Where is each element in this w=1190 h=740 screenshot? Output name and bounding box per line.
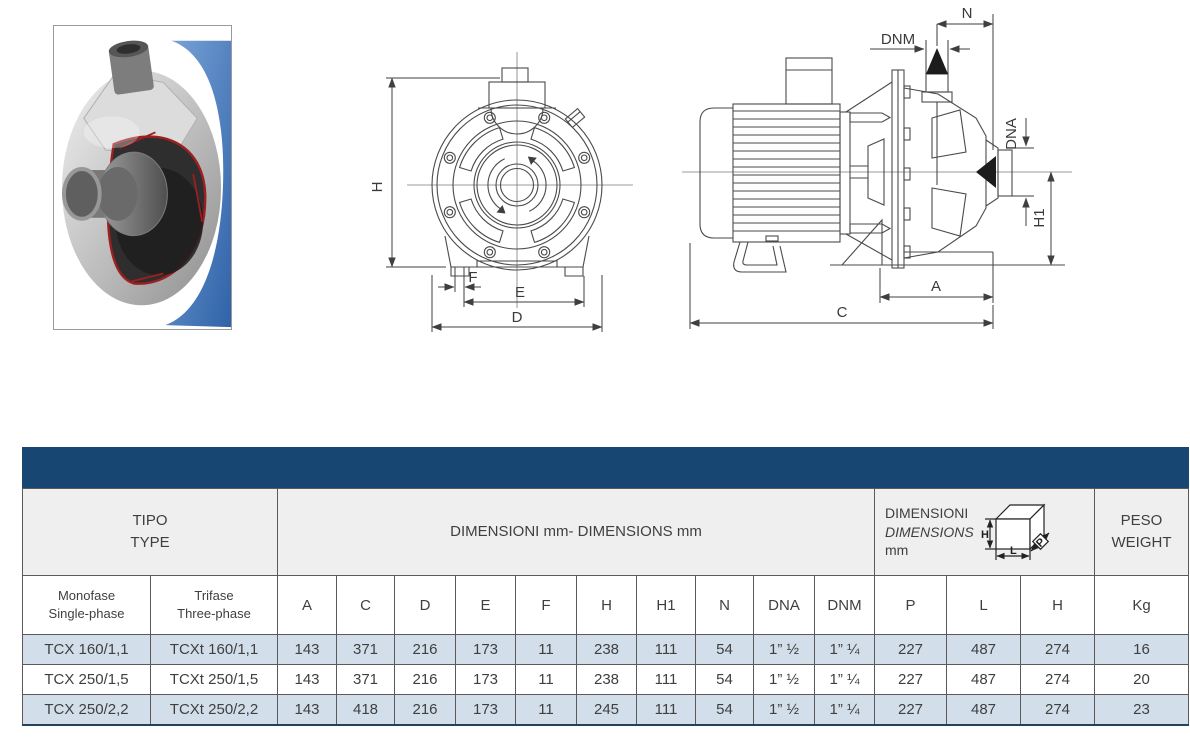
dim-label-dna: DNA <box>1003 118 1020 150</box>
cell-value: 1” ¼ <box>815 665 875 695</box>
cell-value: 487 <box>947 665 1021 695</box>
pack-dim-line2: DIMENSIONS <box>885 523 974 540</box>
col-header-l: L <box>947 576 1021 635</box>
cell-value: 227 <box>875 695 947 726</box>
cell-value: 173 <box>456 695 516 726</box>
col-header-n: N <box>696 576 754 635</box>
cell-model-three: TCXt 250/1,5 <box>151 665 278 695</box>
cell-value: 1” ½ <box>754 635 815 665</box>
cell-value: 371 <box>337 635 395 665</box>
pack-h-label: H <box>980 529 989 541</box>
pack-p-label: P <box>1033 536 1048 550</box>
cell-value: 227 <box>875 665 947 695</box>
cell-value: 111 <box>637 665 696 695</box>
cell-value: 54 <box>696 635 754 665</box>
cell-value: 1” ¼ <box>815 695 875 726</box>
table-row <box>23 695 1189 726</box>
cell-value: 245 <box>577 695 637 726</box>
pump-cutaway-illustration <box>54 26 231 329</box>
col-header-dnm: DNM <box>815 576 875 635</box>
col-header-h: H <box>577 576 637 635</box>
cell-value: 487 <box>947 635 1021 665</box>
table-row <box>23 635 1189 665</box>
front-view-drawing <box>350 40 660 340</box>
col-header-c: C <box>337 576 395 635</box>
cell-value: 371 <box>337 665 395 695</box>
trifase-line2: Three-phase <box>177 606 251 621</box>
dim-label-h1: H1 <box>1031 208 1048 228</box>
cell-value: 216 <box>395 635 456 665</box>
cell-value: 227 <box>875 635 947 665</box>
cell-value: 238 <box>577 635 637 665</box>
terminal-box-side <box>786 58 832 104</box>
trifase-line1: Trifase <box>194 587 234 603</box>
pump-cutaway-photo <box>53 25 232 330</box>
cell-value: 216 <box>395 695 456 726</box>
col-header-kg: Kg <box>1095 576 1189 635</box>
col-header-h-pack: H <box>1021 576 1095 635</box>
cell-value: 216 <box>395 665 456 695</box>
cell-value: 1” ¼ <box>815 635 875 665</box>
dim-label-dnm: DNM <box>880 31 916 48</box>
cell-value: 54 <box>696 695 754 726</box>
flow-arrow-up <box>926 48 948 74</box>
cell-model-single: TCX 250/2,2 <box>23 695 151 726</box>
cell-value: 143 <box>278 695 337 726</box>
flange-plate <box>892 70 910 268</box>
monofase-line1: Monofase <box>57 587 116 603</box>
group-header-dimensions <box>278 489 875 576</box>
monofase-line2: Single-phase <box>48 606 125 621</box>
col-header-e: E <box>456 576 516 635</box>
tie-rods <box>846 82 892 260</box>
col-header-monofase <box>23 576 151 635</box>
cell-value: 274 <box>1021 665 1095 695</box>
motor-body <box>700 104 850 242</box>
weight-line1: PESO <box>1120 511 1163 529</box>
group-type-line2: TYPE <box>130 534 170 551</box>
dim-label-d: D <box>511 309 523 326</box>
table-title-bar <box>23 448 1189 489</box>
vent-plug <box>565 109 584 128</box>
cell-weight: 23 <box>1095 695 1189 726</box>
cell-value: 1” ½ <box>754 665 815 695</box>
table-group-header-row <box>23 489 1189 576</box>
dim-label-h: H <box>369 181 386 193</box>
cell-value: 143 <box>278 665 337 695</box>
cell-value: 487 <box>947 695 1021 726</box>
cell-model-three: TCXt 160/1,1 <box>151 635 278 665</box>
col-header-trifase <box>151 576 278 635</box>
front-dimension-lines <box>386 78 602 332</box>
cell-value: 11 <box>516 635 577 665</box>
feet-and-base <box>734 220 1065 272</box>
table-column-header-row <box>23 576 1189 635</box>
title-bar-cell <box>23 448 1189 489</box>
dim-label-c: C <box>836 304 848 321</box>
cell-value: 11 <box>516 665 577 695</box>
cell-value: 418 <box>337 695 395 726</box>
cell-value: 274 <box>1021 695 1095 726</box>
col-header-dna: DNA <box>754 576 815 635</box>
dim-label-f: F <box>468 269 478 286</box>
cell-value: 173 <box>456 665 516 695</box>
cell-value: 111 <box>637 635 696 665</box>
cell-model-three: TCXt 250/2,2 <box>151 695 278 726</box>
cell-value: 111 <box>637 695 696 726</box>
package-box-icon <box>980 497 1060 567</box>
cell-value: 11 <box>516 695 577 726</box>
dim-label-n: N <box>961 5 973 22</box>
cell-value: 238 <box>577 665 637 695</box>
side-dimension-lines <box>690 14 1051 329</box>
group-header-pack-dimensions <box>875 489 1095 576</box>
table-row <box>23 665 1189 695</box>
col-header-d: D <box>395 576 456 635</box>
cell-value: 1” ½ <box>754 695 815 726</box>
cell-value: 274 <box>1021 635 1095 665</box>
cell-value: 54 <box>696 665 754 695</box>
cell-value: 143 <box>278 635 337 665</box>
col-header-p: P <box>875 576 947 635</box>
group-header-weight <box>1095 489 1189 576</box>
side-view-drawing <box>680 0 1075 335</box>
group-header-type <box>23 489 278 576</box>
pack-dim-line3: mm <box>885 542 909 559</box>
cell-weight: 20 <box>1095 665 1189 695</box>
cell-value: 173 <box>456 635 516 665</box>
dim-label-e: E <box>514 284 526 301</box>
weight-line2: WEIGHT <box>1111 534 1172 551</box>
cell-model-single: TCX 250/1,5 <box>23 665 151 695</box>
dim-label-a: A <box>930 278 942 295</box>
col-header-h1: H1 <box>637 576 696 635</box>
col-header-f: F <box>516 576 577 635</box>
cell-weight: 16 <box>1095 635 1189 665</box>
group-type-line1: TIPO <box>132 511 168 529</box>
group-dimensions-label: DIMENSIONI mm- DIMENSIONS mm <box>450 522 702 540</box>
pack-l-label: L <box>1009 545 1017 557</box>
pack-dim-line1: DIMENSIONI <box>885 504 969 521</box>
col-header-a: A <box>278 576 337 635</box>
cell-model-single: TCX 160/1,1 <box>23 635 151 665</box>
dimensions-table <box>22 447 1189 726</box>
